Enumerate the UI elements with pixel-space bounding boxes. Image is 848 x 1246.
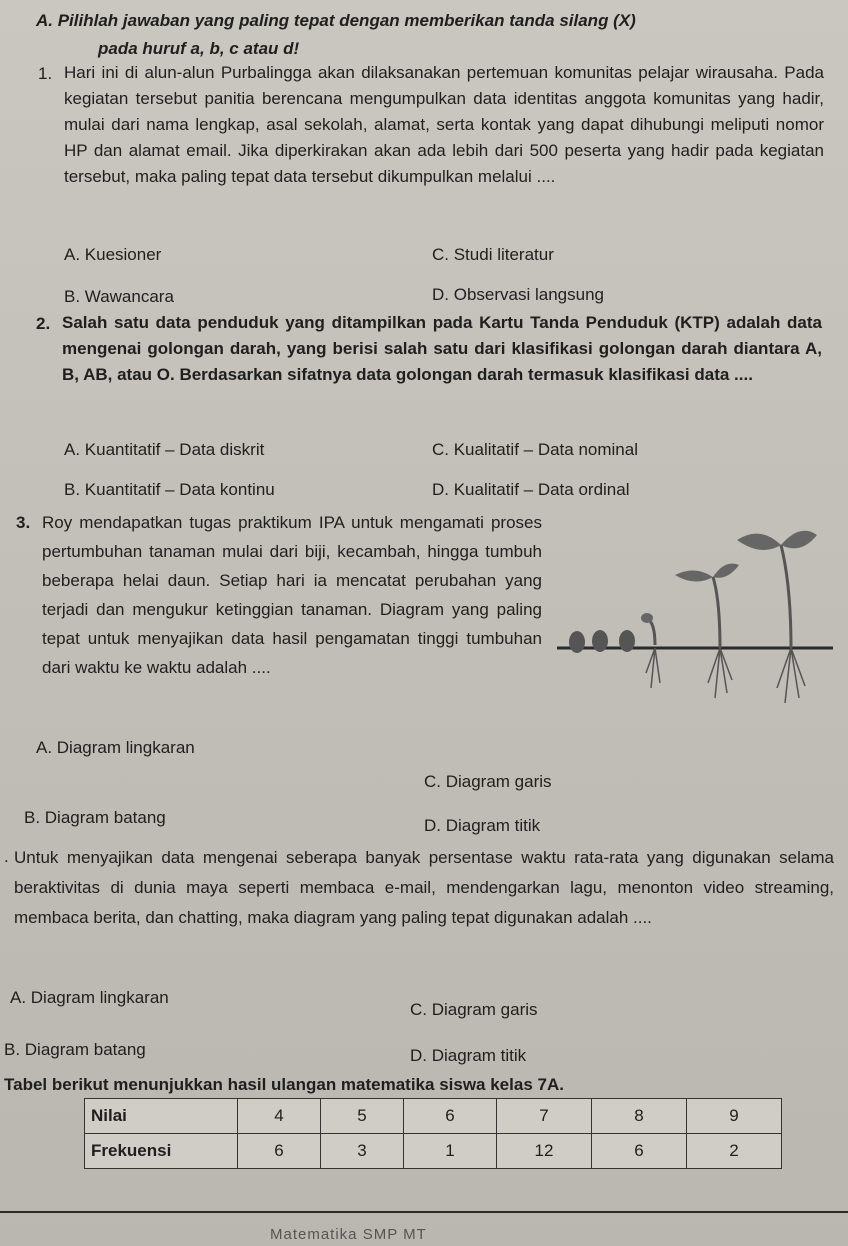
table-cell: 12: [497, 1134, 592, 1169]
q2-option-a[interactable]: A. Kuantitatif – Data diskrit: [64, 440, 265, 459]
q2-option-b[interactable]: B. Kuantitatif – Data kontinu: [64, 480, 275, 499]
plant-growth-illustration: [555, 515, 835, 720]
q4-option-d[interactable]: D. Diagram titik: [410, 1046, 527, 1065]
q3-option-c[interactable]: C. Diagram garis: [424, 772, 552, 791]
table-cell: 8: [592, 1099, 687, 1134]
table-cell: 3: [321, 1134, 404, 1169]
q3-option-a[interactable]: A. Diagram lingkaran: [36, 738, 195, 757]
footer-divider: [0, 1211, 848, 1213]
table-cell: 6: [592, 1134, 687, 1169]
table-row-label: Nilai: [85, 1099, 238, 1134]
instruction-line1: A. Pilihlah jawaban yang paling tepat dengan memberikan tanda silang (X): [36, 11, 636, 30]
q4-option-a[interactable]: A. Diagram lingkaran: [10, 988, 169, 1007]
table-row-nilai: [85, 1099, 782, 1134]
table-cell: 7: [497, 1099, 592, 1134]
table-cell: 6: [404, 1099, 497, 1134]
q2-text: Salah satu data penduduk yang ditampilkan pada Kartu Tanda Penduduk (KTP) adalah data mengenai golongan darah, yang berisi salah satu dari klasifikasi golongan darah diantara A, B, AB, atau O. Berdasarkan sifatnya data golongan darah termasuk klasifikasi data ....: [62, 313, 822, 384]
grade-frequency-table: [84, 1098, 782, 1169]
table-cell: 2: [687, 1134, 782, 1169]
q2-number: 2.: [36, 314, 51, 333]
table-cell: 4: [238, 1099, 321, 1134]
table-row-frekuensi: [85, 1134, 782, 1169]
q3-option-b[interactable]: B. Diagram batang: [24, 808, 166, 827]
q2-option-d[interactable]: D. Kualitatif – Data ordinal: [432, 480, 630, 499]
q1-number: 1.: [38, 64, 53, 83]
q1-option-b[interactable]: B. Wawancara: [64, 287, 174, 306]
q4-option-c[interactable]: C. Diagram garis: [410, 1000, 538, 1019]
table-cell: 1: [404, 1134, 497, 1169]
q4-option-b[interactable]: B. Diagram batang: [4, 1040, 146, 1059]
q3-option-d[interactable]: D. Diagram titik: [424, 816, 541, 835]
q3-number: 3.: [16, 513, 31, 532]
q3-text: Roy mendapatkan tugas praktikum IPA untuk mengamati proses pertumbuhan tanaman mulai dari biji, kecambah, hingga tumbuh beberapa helai daun. Setiap hari ia mencatat perubahan yang terjadi dan mengukur ketinggian tanaman. Diagram yang paling tepat untuk menyajikan data hasil pengamatan tinggi tumbuhan dari waktu ke waktu adalah ....: [42, 513, 542, 677]
q2-option-c[interactable]: C. Kualitatif – Data nominal: [432, 440, 638, 459]
instruction-line2: pada huruf a, b, c atau d!: [98, 39, 300, 58]
table-cell: 6: [238, 1134, 321, 1169]
table-cell: 9: [687, 1099, 782, 1134]
q1-option-c[interactable]: C. Studi literatur: [432, 245, 554, 264]
q1-option-a[interactable]: A. Kuesioner: [64, 245, 162, 264]
q1-text: Hari ini di alun-alun Purbalingga akan dilaksanakan pertemuan komunitas pelajar wirausaha. Pada kegiatan tersebut panitia berencana mengumpulkan data identitas anggota komunitas yang hadir, mulai dari nama lengkap, asal sekolah, alamat, serta kontak yang dapat dihubungi meliputi nomor HP dan alamat email. Jika diperkirakan akan ada lebih dari 500 peserta yang hadir pada kegiatan tersebut, maka paling tepat data tersebut dikumpulkan melalui ....: [64, 63, 824, 186]
q1-option-d[interactable]: D. Observasi langsung: [432, 285, 604, 304]
table-cell: 5: [321, 1099, 404, 1134]
footer-text: Matematika SMP MT: [270, 1226, 427, 1243]
table-intro: Tabel berikut menunjukkan hasil ulangan matematika siswa kelas 7A.: [4, 1075, 564, 1094]
q4-text: Untuk menyajikan data mengenai seberapa banyak persentase waktu rata-rata yang digunakan selama beraktivitas di dunia maya seperti membaca e-mail, mendengarkan lagu, menonton video streaming, membaca berita, dan chatting, maka diagram yang paling tepat digunakan adalah ....: [14, 848, 834, 927]
q4-number: .: [4, 847, 9, 866]
table-row-label: Frekuensi: [85, 1134, 238, 1169]
